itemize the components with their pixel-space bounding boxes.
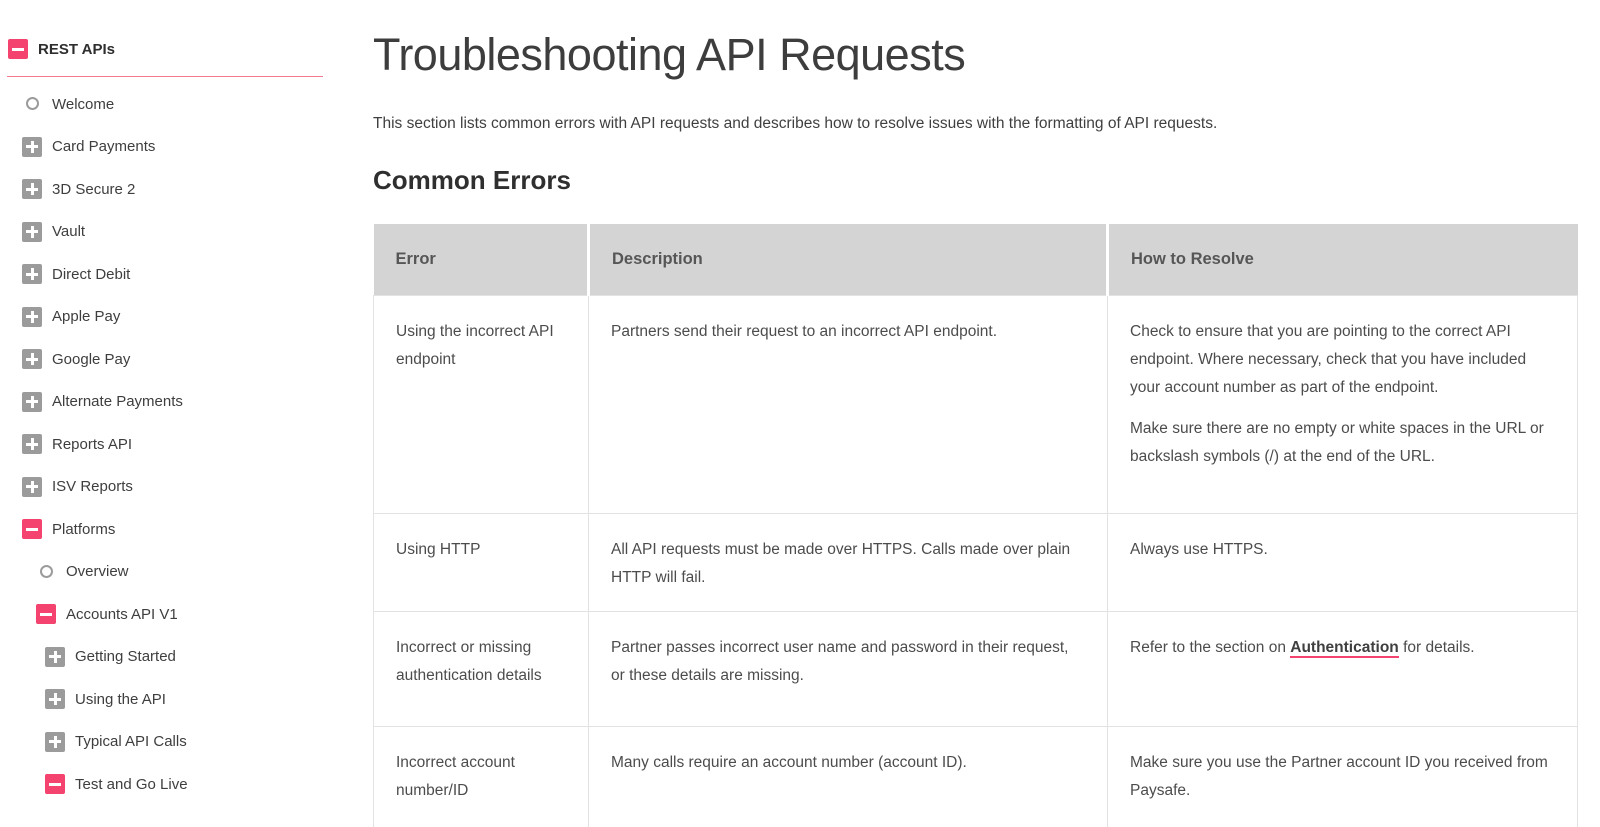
sidebar-item-label: Test and Go Live [75,775,188,793]
expand-plus-icon[interactable] [22,264,42,284]
sidebar-item-typical-api-calls[interactable] [0,721,345,764]
collapse-minus-icon[interactable] [22,519,42,539]
table-row [374,296,1578,514]
expand-plus-icon[interactable] [22,477,42,497]
sidebar-item-label: Google Pay [52,350,131,368]
expand-plus-icon[interactable] [22,307,42,327]
sidebar-item-label: Reports API [52,435,133,453]
resolve-cell [1108,727,1578,827]
resolve-cell [1108,612,1578,727]
sidebar-root-label: REST APIs [38,40,115,58]
sidebar-item-platforms[interactable] [0,508,345,551]
table-header-error: Error [374,224,589,296]
common-errors-table [373,224,1578,827]
expand-plus-icon[interactable] [45,647,65,667]
sidebar-item-label: Overview [66,563,129,581]
sidebar-item-label: Welcome [52,95,115,113]
description-cell [589,612,1108,727]
expand-plus-icon[interactable] [22,392,42,412]
sidebar-item-overview[interactable] [0,551,345,594]
description-text: Many calls require an account number (account ID). [611,754,967,772]
error-text: Incorrect account number/ID [396,754,515,800]
sidebar-item-vault[interactable] [0,211,345,254]
sidebar-item-rest-apis[interactable] [0,36,345,62]
intro-paragraph: This section lists common errors with API requests and describes how to resolve issues with the formatting of API requests. [373,114,1218,132]
error-cell [374,514,589,612]
expand-plus-icon[interactable] [22,137,42,157]
expand-plus-icon[interactable] [22,349,42,369]
resolve-text: for details. [1398,639,1475,657]
expand-plus-icon[interactable] [22,222,42,242]
description-text: All API requests must be made over HTTPS. Calls made over plain HTTP will fail. [611,541,1071,587]
sidebar-item-welcome[interactable] [0,83,345,126]
description-cell [589,727,1108,827]
resolve-cell [1108,296,1578,514]
resolve-text: Check to ensure that you are pointing to the correct API endpoint. Where necessary, check that you have included your account number as part of the endpoint. [1130,323,1527,397]
sidebar-item-3d-secure-2[interactable] [0,168,345,211]
sidebar-item-card-payments[interactable] [0,126,345,169]
description-cell [589,514,1108,612]
table-row [374,514,1578,612]
error-cell [374,296,589,514]
resolve-text: Refer to the section on [1130,639,1291,657]
sidebar-item-apple-pay[interactable] [0,296,345,339]
sidebar-item-label: Card Payments [52,138,156,156]
sidebar-item-label: Typical API Calls [75,733,187,751]
sidebar-item-reports-api[interactable] [0,423,345,466]
expand-plus-icon[interactable] [45,732,65,752]
resolve-text: Make sure there are no empty or white spaces in the URL or backslash symbols (/) at the end of the URL. [1130,420,1544,466]
sidebar-item-getting-started[interactable] [0,636,345,679]
sidebar-item-direct-debit[interactable] [0,253,345,296]
collapse-minus-icon[interactable] [36,604,56,624]
sidebar-item-label: Alternate Payments [52,393,183,411]
resolve-paragraph [1130,634,1553,662]
error-text: Using the incorrect API endpoint [396,323,554,369]
error-text: Incorrect or missing authentication details [396,639,542,685]
sidebar-item-label: Vault [52,223,86,241]
expand-plus-icon[interactable] [45,689,65,709]
section-heading: Common Errors [373,164,571,195]
main-content [345,0,1600,827]
sidebar-item-isv-reports[interactable] [0,466,345,509]
table-header-how-to-resolve: How to Resolve [1108,224,1578,296]
sidebar-item-label: Platforms [52,520,116,538]
sidebar [0,0,345,827]
sidebar-item-alternate-payments[interactable] [0,381,345,424]
sidebar-item-label: 3D Secure 2 [52,180,136,198]
sidebar-divider [7,76,323,77]
collapse-minus-icon[interactable] [45,774,65,794]
error-cell [374,727,589,827]
table-row [374,727,1578,827]
circle-bullet-icon [36,562,56,582]
resolve-text: Always use HTTPS. [1130,541,1268,559]
expand-plus-icon[interactable] [22,434,42,454]
authentication-link[interactable]: Authentication [1290,639,1399,657]
resolve-cell [1108,514,1578,612]
sidebar-item-label: Direct Debit [52,265,131,283]
expand-plus-icon[interactable] [22,179,42,199]
table-header-row [374,224,1578,296]
error-text: Using HTTP [396,541,481,559]
sidebar-item-test-and-go-live[interactable] [0,763,345,806]
sidebar-item-using-the-api[interactable] [0,678,345,721]
description-text: Partners send their request to an incorrect API endpoint. [611,323,998,341]
error-cell [374,612,589,727]
resolve-paragraph [1130,749,1553,805]
sidebar-item-label: Using the API [75,690,166,708]
resolve-paragraph [1130,536,1553,564]
sidebar-item-label: Getting Started [75,648,176,666]
page-title: Troubleshooting API Requests [373,29,966,80]
table-row [374,612,1578,727]
resolve-paragraph [1130,415,1553,471]
description-cell [589,296,1108,514]
sidebar-item-label: ISV Reports [52,478,133,496]
sidebar-item-accounts-api-v1[interactable] [0,593,345,636]
sidebar-item-google-pay[interactable] [0,338,345,381]
circle-bullet-icon [22,94,42,114]
resolve-text: Make sure you use the Partner account ID you received from Paysafe. [1130,754,1548,800]
sidebar-nav [0,83,345,806]
description-text: Partner passes incorrect user name and password in their request, or these details are missing. [611,639,1069,685]
resolve-paragraph [1130,318,1553,402]
minus-icon[interactable] [8,39,28,59]
sidebar-item-label: Accounts API V1 [66,605,178,623]
table-header-description: Description [589,224,1108,296]
sidebar-item-label: Apple Pay [52,308,121,326]
